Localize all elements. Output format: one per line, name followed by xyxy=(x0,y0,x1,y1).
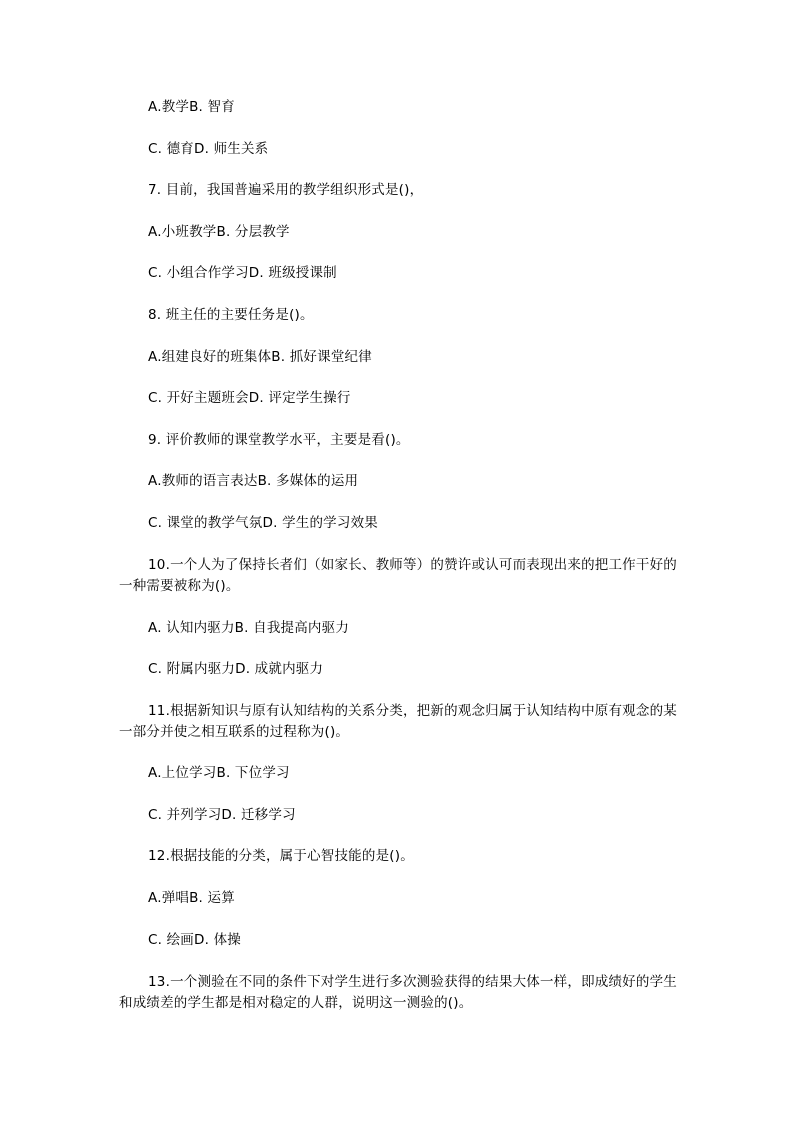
q12-question: 12.根据技能的分类，属于心智技能的是()。 xyxy=(148,848,414,864)
q9-options-ab: A.教师的语言表达B. 多媒体的运用 xyxy=(148,473,359,489)
q10-options-ab: A. 认知内驱力B. 自我提高内驱力 xyxy=(148,620,350,636)
q10-options-cd: C. 附属内驱力D. 成就内驱力 xyxy=(148,661,324,677)
q9-options-cd: C. 课堂的教学气氛D. 学生的学习效果 xyxy=(148,515,378,531)
q12-options-ab: A.弹唱B. 运算 xyxy=(148,890,235,906)
q8-options-ab: A.组建良好的班集体B. 抓好课堂纪律 xyxy=(148,349,372,365)
q12-options-cd: C. 绘画D. 体操 xyxy=(148,932,241,948)
q7-question: 7. 目前，我国普遍采用的教学组织形式是()， xyxy=(148,182,424,198)
q7-options-ab: A.小班教学B. 分层教学 xyxy=(148,224,290,240)
q11-question: 11.根据新知识与原有认知结构的关系分类，把新的观念归属于认知结构中原有观念的某一部分并使之相互联系的过程称为()。 xyxy=(119,703,677,740)
q11-options-cd: C. 并列学习D. 迁移学习 xyxy=(148,807,296,823)
q8-options-cd: C. 开好主题班会D. 评定学生操行 xyxy=(148,390,351,406)
q13-question: 13.一个测验在不同的条件下对学生进行多次测验获得的结果大体一样，即成绩好的学生和成绩差的学生都是相对稳定的人群，说明这一测验的()。 xyxy=(119,974,677,1011)
q10-question: 10.一个人为了保持长者们（如家长、教师等）的赞许或认可而表现出来的把工作干好的一种需要被称为()。 xyxy=(119,557,677,594)
q6-options-ab: A.教学B. 智育 xyxy=(148,99,235,115)
q11-options-ab: A.上位学习B. 下位学习 xyxy=(148,765,290,781)
q9-question: 9. 评价教师的课堂教学水平，主要是看()。 xyxy=(148,432,410,448)
q8-question: 8. 班主任的主要任务是()。 xyxy=(148,307,314,323)
q6-options-cd: C. 德育D. 师生关系 xyxy=(148,141,269,157)
q7-options-cd: C. 小组合作学习D. 班级授课制 xyxy=(148,265,337,281)
